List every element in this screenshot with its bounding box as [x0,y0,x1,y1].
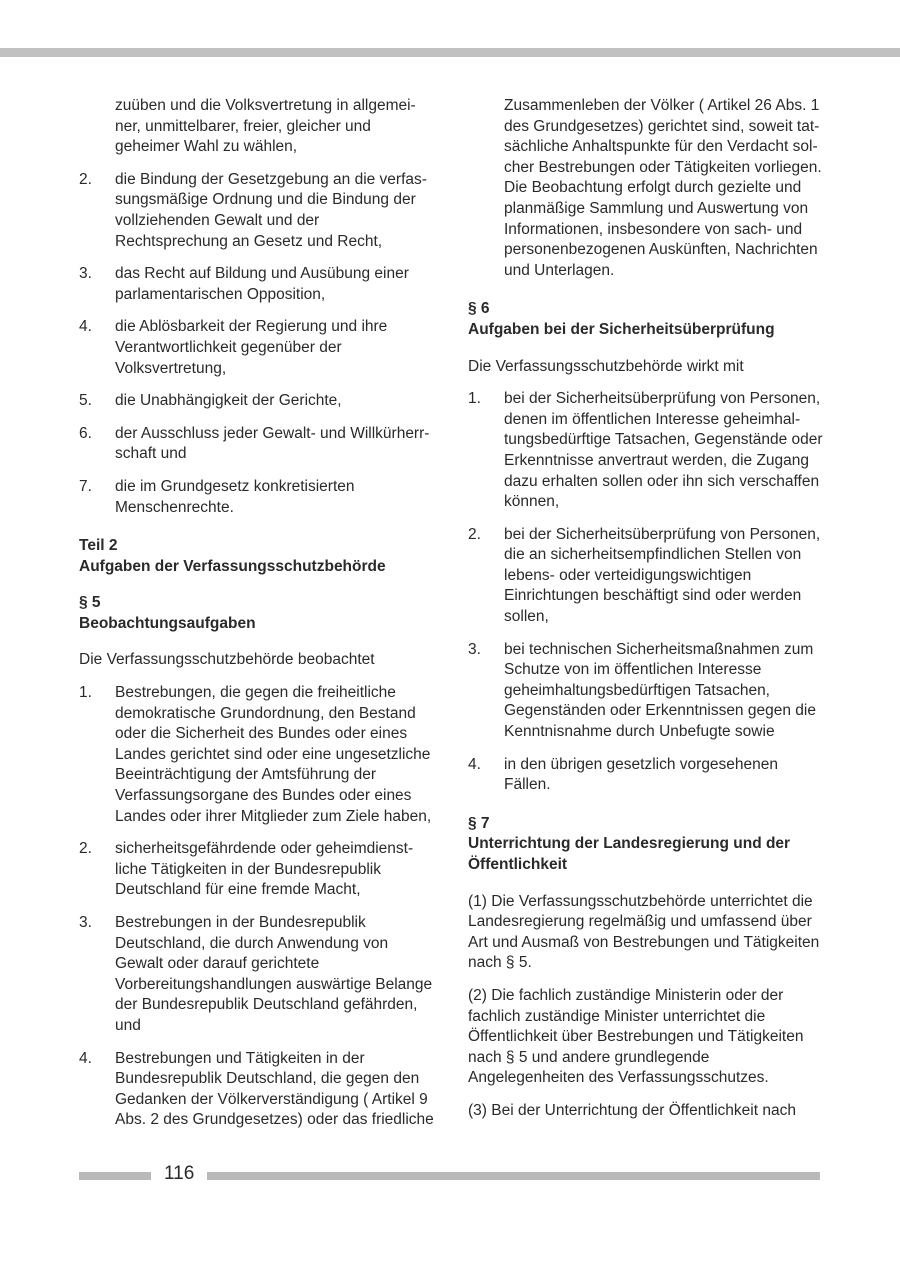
text-line: können, [504,493,560,511]
list-number: 2. [79,170,92,188]
text-line: bei der Sicherheitsüberprüfung von Personen, [504,525,821,543]
text-line: Bundesrepublik Deutschland, die gegen den [115,1070,420,1088]
section-heading-5 [79,593,434,634]
text-line: des Grundgesetzes) gerichtet sind, soweit tat- [504,117,820,135]
text-line: Abs. 2 des Grundgesetzes) oder das friedliche [115,1111,434,1129]
text-line: Bestrebungen in der Bundesrepublik [115,914,366,931]
list-item [79,1049,434,1131]
list-item [79,839,434,901]
list-item [79,424,434,465]
text-line: Verfassungsorgane des Bundes oder eines [115,787,412,805]
text-line: Die Verfassungsschutzbehörde wirkt mit [468,357,744,375]
section-intro [79,650,434,671]
text-line: Gegenständen oder Erkenntnissen gegen die [504,702,816,720]
list-number: 6. [79,424,92,442]
text-line: Schutze von im öffentlichen Interesse [504,661,762,679]
list-number: 4. [79,318,92,336]
text-line: Menschenrechte. [115,498,234,516]
text-line: sicherheitsgefährdende oder geheimdienst- [115,840,414,858]
footer-bar-right [207,1172,820,1180]
text-line: (1) Die Verfassungsschutzbehörde unterrichtet die [468,892,813,910]
text-line: liche Tätigkeiten in der Bundesrepublik [115,860,381,878]
text-line: vollziehenden Gewalt und der [115,211,320,229]
text-line: nach § 5 und andere grundlegende [468,1048,710,1066]
text-line: die Ablösbarkeit der Regierung und ihre [115,318,388,336]
text-line: cher Bestrebungen oder Tätigkeiten vorliegen. [504,158,822,176]
text-line: bei technischen Sicherheitsmaßnahmen zum [504,640,814,658]
text-line: Fällen. [504,776,551,794]
text-line: Landes gerichtet sind oder eine ungesetzliche [115,745,431,763]
section-heading-7 [468,814,820,876]
list-item [79,683,434,827]
list-item [79,170,434,252]
top-divider-bar [0,48,900,57]
text-line: die im Grundgesetz konkretisierten [115,477,355,495]
text-line: sächliche Anhaltspunkte für den Verdacht sol- [504,138,818,156]
list-item [79,913,434,1037]
right-column [468,96,823,1134]
text-line: die Bindung der Gesetzgebung an die verfas- [115,170,427,188]
list-number: 4. [468,755,481,773]
paragraph [468,892,820,974]
text-line: zuüben und die Volksvertretung in allgemei- [115,97,416,114]
text-line: Vorbereitungshandlungen auswärtige Belange [115,975,433,993]
text-line: Landes oder ihrer Mitglieder zum Ziele haben, [115,807,432,825]
text-line: tungsbedürftige Tatsachen, Gegenstände oder [504,431,823,449]
text-line: Art und Ausmaß von Bestrebungen und Tätigkeiten [468,933,820,951]
text-line: (2) Die fachlich zuständige Ministerin oder der [468,986,784,1004]
text-line: Informationen, insbesondere von sach- und [504,220,803,238]
heading-line: § 7 [468,814,490,832]
list-number: 3. [79,265,92,283]
paragraph [468,986,820,1089]
text-line: (3) Bei der Unterrichtung der Öffentlichkeit nach [468,1101,796,1119]
section-intro [468,357,820,378]
list-item [79,317,434,379]
text-line: Erkenntnisse anvertraut werden, die Zugang [504,451,810,469]
heading-line: § 5 [79,594,101,612]
text-line: der Bundesrepublik Deutschland gefährden, [115,996,418,1014]
text-line: schaft und [115,445,187,463]
list-item [468,640,820,743]
text-line: die an sicherheitsempfindlichen Stellen von [504,546,802,564]
text-line: Bestrebungen, die gegen die freiheitliche [115,684,396,702]
list-number: 2. [79,840,92,858]
text-line: sollen, [504,608,549,626]
heading-line: Beobachtungsaufgaben [79,614,256,632]
heading-line: § 6 [468,300,490,318]
heading-line: Aufgaben bei der Sicherheitsüberprüfung [468,320,775,338]
text-line: geheimhaltungsbedürftigen Tatsachen, [504,681,770,699]
text-line: bei der Sicherheitsüberprüfung von Personen, [504,390,821,408]
list-number: 5. [79,392,92,410]
list-number: 7. [79,477,92,495]
list-item [79,391,434,412]
text-line: Gewalt oder darauf gerichtete [115,955,320,973]
text-line: Gedanken der Völkerverständigung ( Artikel 9 [115,1090,428,1108]
text-line: und [115,1016,141,1034]
text-line: Einrichtungen beschäftigt sind oder werden [504,587,802,605]
text-line: das Recht auf Bildung und Ausübung einer [115,265,409,283]
text-line: in den übrigen gesetzlich vorgesehenen [504,755,779,773]
text-line: Beeinträchtigung der Amtsführung der [115,766,377,784]
text-line: Deutschland für eine fremde Macht, [115,881,361,899]
text-line: Zusammenleben der Völker ( Artikel 26 Abs. 1 [504,97,820,114]
section-heading-6 [468,299,820,340]
continuation-text [468,96,820,281]
list-number: 4. [79,1049,92,1067]
text-line: parlamentarischen Opposition, [115,285,326,303]
footer-bar-left [79,1172,151,1180]
text-line: Volksvertretung, [115,359,227,377]
text-line: Bestrebungen und Tätigkeiten in der [115,1049,365,1067]
text-line: Angelegenheiten des Verfassungsschutzes. [468,1069,769,1087]
text-line: planmäßige Sammlung und Auswertung von [504,199,809,217]
paragraph [468,1101,820,1122]
text-line: dazu erhalten sollen oder ihn sich verschaffen [504,472,820,490]
heading-line: Öffentlichkeit [468,856,568,873]
list-item [468,525,820,628]
text-line: nach § 5. [468,954,532,972]
text-line: Verantwortlichkeit gegenüber der [115,338,342,356]
part-heading [79,536,434,577]
text-line: denen im öffentlichen Interesse geheimhal- [504,410,801,428]
text-line: der Ausschluss jeder Gewalt- und Willkürherr- [115,424,430,442]
list-item [468,755,820,796]
continuation-text [79,96,434,158]
text-line: Landesregierung regelmäßig und umfassend über [468,913,812,931]
list-number: 2. [468,525,481,543]
heading-line: Aufgaben der Verfassungsschutzbehörde [79,557,386,575]
text-line: die Unabhängigkeit der Gerichte, [115,392,342,410]
text-line: fachlich zuständige Minister unterrichtet die [468,1007,766,1025]
left-column [79,96,434,1143]
page-number: 116 [164,1163,195,1184]
heading-line: Unterrichtung der Landesregierung und der [468,835,791,853]
list-number: 1. [79,684,92,702]
heading-line: Teil 2 [79,537,118,555]
list-number: 1. [468,390,481,408]
text-line: Die Verfassungsschutzbehörde beobachtet [79,651,375,669]
text-line: Rechtsprechung an Gesetz und Recht, [115,232,383,250]
text-line: geheimer Wahl zu wählen, [115,138,298,156]
text-line: demokratische Grundordnung, den Bestand [115,704,416,722]
list-number: 3. [79,914,92,931]
text-line: oder die Sicherheit des Bundes oder eines [115,725,408,743]
text-line: Öffentlichkeit über Bestrebungen und Tätigkeiten [468,1028,804,1046]
list-item [79,264,434,305]
text-line: Die Beobachtung erfolgt durch gezielte und [504,179,802,197]
text-line: lebens- oder verteidigungswichtigen [504,566,752,584]
text-line: Kenntnisnahme durch Unbefugte sowie [504,723,775,741]
list-number: 3. [468,640,481,658]
text-line: Deutschland, die durch Anwendung von [115,934,389,952]
list-item [468,389,823,513]
text-line: und Unterlagen. [504,261,615,279]
text-line: sungsmäßige Ordnung und die Bindung der [115,191,416,209]
text-line: personenbezogenen Auskünften, Nachrichten [504,241,818,259]
list-item [79,477,434,518]
text-line: ner, unmittelbarer, freier, gleicher und [115,117,371,135]
